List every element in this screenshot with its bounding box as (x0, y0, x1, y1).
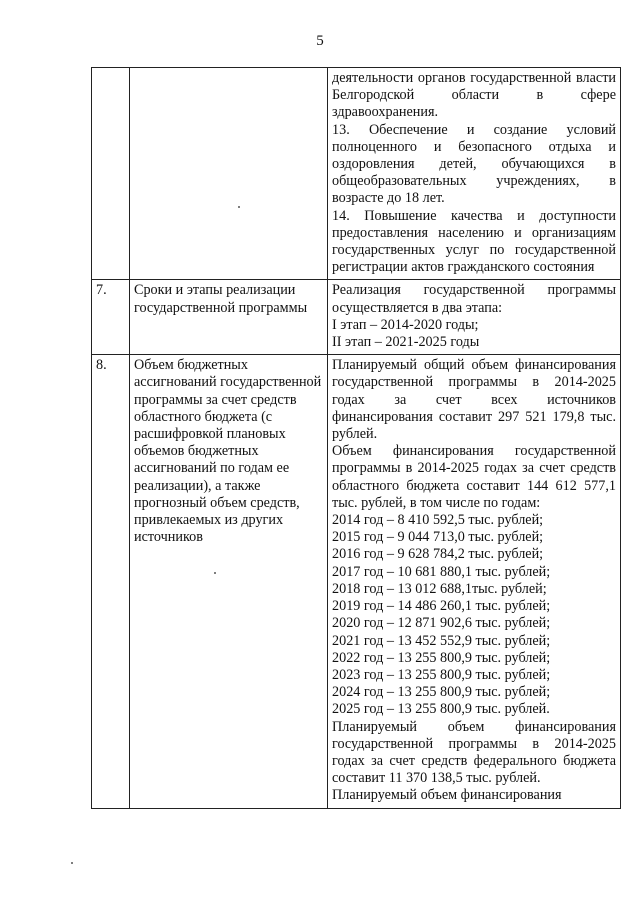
desc-paragraph: Планируемый объем финансирования (332, 787, 562, 804)
scan-speck (71, 862, 73, 864)
year-line: 2020 год – 12 871 902,6 тыс. рублей; (332, 615, 551, 632)
year-line: 2014 год – 8 410 592,5 тыс. рублей; (332, 512, 544, 529)
desc-paragraph: II этап – 2021-2025 годы (332, 334, 480, 351)
page-number: 5 (316, 33, 324, 49)
row-name-cell (130, 68, 328, 280)
desc-paragraph: Планируемый объем финансирования государственной программы в 2014-2025 годах за счет средств федерального бюджета составит 11 370 138,5 тыс. рублей. (332, 718, 616, 787)
year-line: 2019 год – 14 486 260,1 тыс. рублей; (332, 598, 551, 615)
row-number-cell (92, 68, 130, 280)
row-description-cell (328, 68, 621, 280)
year-line: 2024 год – 13 255 800,9 тыс. рублей; (332, 684, 551, 701)
table-row-7 (92, 280, 621, 355)
desc-paragraph: 14. Повышение качества и доступности предоставления населению и организациям государственных услуг по государственной регистрации актов гражданского состояния (332, 207, 616, 276)
year-line: 2015 год – 9 044 713,0 тыс. рублей; (332, 529, 544, 546)
year-line: 2021 год – 13 452 552,9 тыс. рублей; (332, 632, 551, 649)
scan-speck (238, 206, 240, 208)
row-name-cell: Сроки и этапы реализации государственной программы (130, 280, 328, 355)
desc-paragraph: Планируемый общий объем финансирования государственной программы в 2014-2025 годах за счет всех источников финансирования составит 297 521 179,8 тыс. рублей. (332, 357, 616, 443)
year-line: 2025 год – 13 255 800,9 тыс. рублей. (332, 701, 550, 718)
row-number-cell: 7. (92, 280, 130, 355)
table-row-8 (92, 355, 621, 808)
year-line: 2017 год – 10 681 880,1 тыс. рублей; (332, 563, 551, 580)
desc-paragraph: Объем финансирования государственной программы в 2014-2025 годах за счет средств областного бюджета составит 144 612 577,1 тыс. рублей, в том числе по годам: (332, 443, 616, 511)
year-line: 2016 год – 9 628 784,2 тыс. рублей; (332, 546, 544, 563)
year-line: 2022 год – 13 255 800,9 тыс. рублей; (332, 649, 551, 666)
desc-paragraph: 13. Обеспечение и создание условий полноценного и безопасного отдыха и оздоровления детей, обучающихся в общеобразовательных учреждениях, в возрасте до 18 лет. (332, 121, 616, 207)
row-description-cell (328, 355, 621, 808)
table-row-continuation (92, 68, 621, 280)
desc-paragraph: I этап – 2014-2020 годы; (332, 316, 479, 333)
scan-speck (214, 572, 216, 574)
desc-paragraph: деятельности органов государственной власти Белгородской области в сфере здравоохранения. (332, 70, 616, 121)
passport-table (91, 67, 621, 809)
year-line: 2023 год – 13 255 800,9 тыс. рублей; (332, 666, 551, 683)
row-description-cell (328, 280, 621, 355)
row-number-cell: 8. (92, 355, 130, 808)
desc-paragraph: Реализация государственной программы осуществляется в два этапа: (332, 282, 616, 316)
year-line: 2018 год – 13 012 688,1тыс. рублей; (332, 580, 547, 597)
row-name-cell: Объем бюджетных ассигнований государственной программы за счет средств областного бюджета (с расшифровкой плановых объемов бюджетных ассигнований по годам ее реализации), а также прогнозный объем средств, привлекаемых из других источников (130, 355, 328, 808)
